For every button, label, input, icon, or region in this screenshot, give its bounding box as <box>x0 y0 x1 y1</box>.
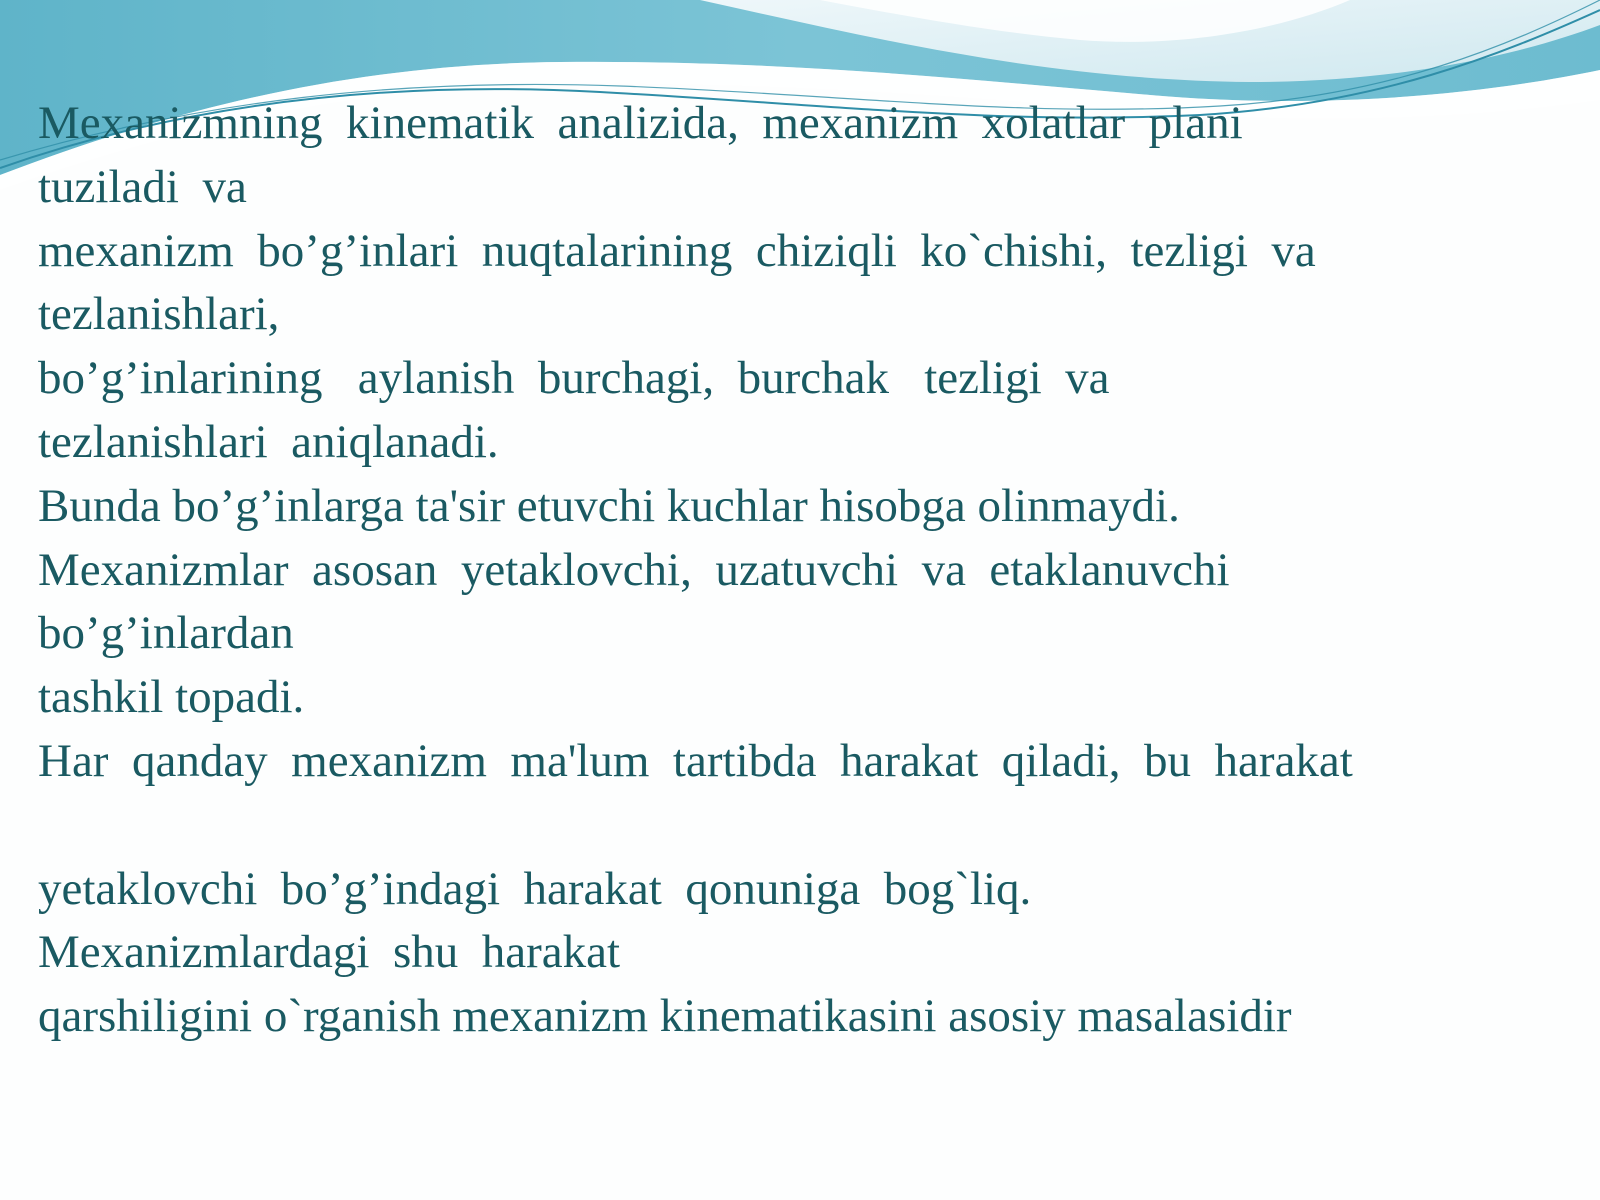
text-line-6: tezlanishlari aniqlanadi. <box>38 415 499 468</box>
text-line-blank <box>38 794 1578 858</box>
slide-body <box>38 92 1578 1049</box>
text-line-11: Har qanday mexanizm ma'lum tartibda harakat qiladi, bu harakat <box>38 734 1353 787</box>
text-line-2: tuziladi va <box>38 160 247 213</box>
text-line-4: tezlanishlari, <box>38 288 280 341</box>
text-line-3: mexanizm bo’g’inlari nuqtalarining chiziqli ko`chishi, tezligi va <box>38 224 1316 277</box>
text-line-7: Bunda bo’g’inlarga ta'sir etuvchi kuchlar hisobga olinmaydi. <box>38 479 1180 532</box>
text-line-13: yetaklovchi bo’g’indagi harakat qonuniga bog`liq. <box>38 862 1032 915</box>
text-line-14: Mexanizmlardagi shu harakat <box>38 926 621 979</box>
text-line-15: qarshiligini o`rganish mexanizm kinematikasini asosiy masalasidir <box>38 990 1292 1043</box>
text-line-5: bo’g’inlarining aylanish burchagi, burchak tezligi va <box>38 352 1110 405</box>
text-line-9: bo’g’inlardan <box>38 607 294 660</box>
text-line-1: Mexanizmning kinematik analizida, mexanizm xolatlar plani <box>38 97 1243 149</box>
text-line-10: tashkil topadi. <box>38 671 305 724</box>
text-line-8: Mexanizmlar asosan yetaklovchi, uzatuvchi va etaklanuvchi <box>38 543 1230 596</box>
